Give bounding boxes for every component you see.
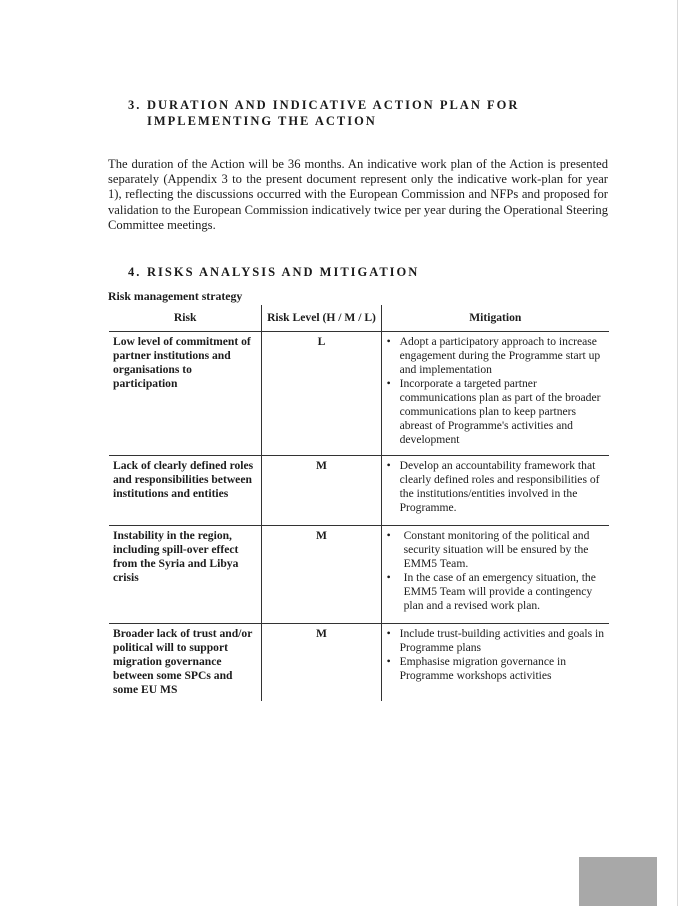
table-row: [109, 526, 609, 624]
mitigation-item: • Develop an accountability framework that clearly defined roles and responsibilities of the institutions/entities involved in the Programme.: [386, 459, 605, 515]
mitigation-item: • In the case of an emergency situation, the EMM5 Team will provide a contingency plan and a revised work plan.: [386, 571, 605, 613]
risk-cell: Low level of commitment of partner institutions and organisations to participation: [109, 332, 262, 456]
page-edge-line: [677, 0, 678, 906]
section-3-title-line1: DURATION AND INDICATIVE ACTION PLAN FOR: [147, 98, 520, 112]
duration-paragraph: The duration of the Action will be 36 months. An indicative work plan of the Action is presented separately (Appendix 3 to the present document represent only the indicative work-plan for year 1), reflecting the discussions occurred with the European Commission and NFPs and proposed for validation to the European Commission indicatively twice per year during the Operational Steering Committee meetings.: [108, 157, 608, 232]
mitigation-item: • Include trust-building activities and goals in Programme plans: [386, 627, 605, 655]
mitigation-cell: [381, 456, 609, 526]
risk-cell: Broader lack of trust and/or political will to support migration governance between some SPCs and some EU MS: [109, 624, 262, 702]
risk-cell: Instability in the region, including spill-over effect from the Syria and Libya crisis: [109, 526, 262, 624]
section-3-title-line2: IMPLEMENTING THE ACTION: [147, 114, 377, 128]
risk-table-header-row: [109, 305, 609, 332]
mitigation-list: [386, 627, 605, 683]
section-4-heading: [128, 264, 419, 280]
risk-level-cell: L: [262, 332, 381, 456]
section-3-number: 3.: [128, 98, 142, 112]
header-mitigation: Mitigation: [381, 305, 609, 332]
mitigation-item: • Emphasise migration governance in Programme workshops activities: [386, 655, 605, 683]
section-4-title: RISKS ANALYSIS AND MITIGATION: [147, 265, 420, 279]
corner-gray-block: [579, 857, 657, 906]
mitigation-item: • Constant monitoring of the political and security situation will be ensured by the EMM5 Team.: [386, 529, 605, 571]
mitigation-list: [386, 335, 605, 447]
mitigation-cell: [381, 332, 609, 456]
table-row: [109, 624, 609, 702]
risk-level-cell: M: [262, 624, 381, 702]
section-3-heading: [128, 97, 519, 129]
risk-cell: Lack of clearly defined roles and responsibilities between institutions and entities: [109, 456, 262, 526]
risk-level-cell: M: [262, 456, 381, 526]
header-risk-level: Risk Level (H / M / L): [262, 305, 381, 332]
table-row: [109, 456, 609, 526]
risk-strategy-subheading: Risk management strategy: [108, 289, 243, 303]
section-4-number: 4.: [128, 265, 142, 279]
risk-table: [109, 305, 609, 701]
header-risk: Risk: [109, 305, 262, 332]
mitigation-item: • Incorporate a targeted partner communications plan as part of the broader communications plan to keep partners abreast of Programme's activities and development: [386, 377, 605, 447]
table-row: [109, 332, 609, 456]
mitigation-list: [386, 529, 605, 613]
risk-level-cell: M: [262, 526, 381, 624]
mitigation-list: [386, 459, 605, 515]
mitigation-item: • Adopt a participatory approach to increase engagement during the Programme start up and implementation: [386, 335, 605, 377]
mitigation-cell: [381, 526, 609, 624]
mitigation-cell: [381, 624, 609, 702]
